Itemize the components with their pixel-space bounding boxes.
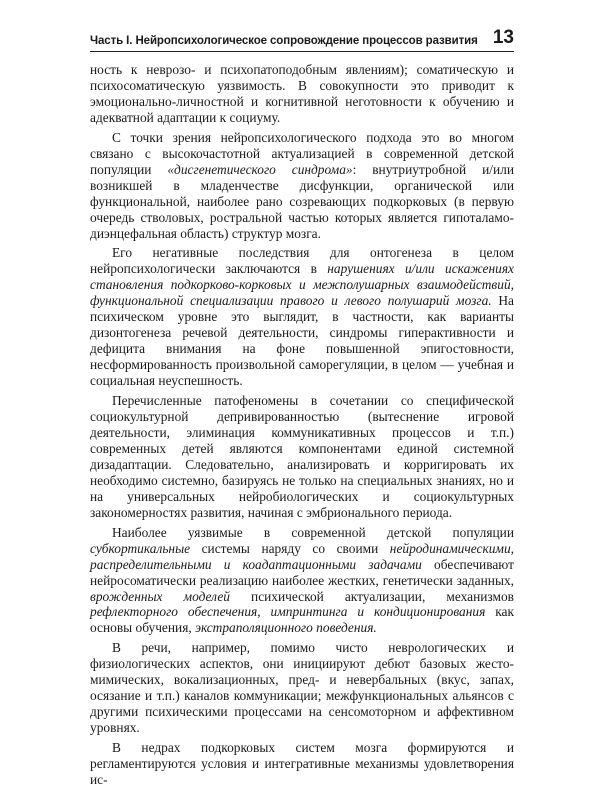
paragraph-3: Его негативные последствия для онтогенеза в целом нейропсихологически заключаются в нарушениях и/или искажениях становления подкорково-корковых и межполушарных взаимодействий, функциональной специализации правого и левого полушарий мозга. На психическом уровне это выглядит, в частности, как варианты дизонтогенеза речевой деятельности, синдромы гиперактивности и дефицита внимания на фоне повышенной эпигостовности, несформированность произвольной саморегуляции, в целом — учебная и социальная неуспешность. (90, 245, 514, 389)
paragraph-7: В недрах подкорковых систем мозга формируются и регламентируются условия и интегративные механизмы удовлетворения ис- (90, 740, 514, 787)
book-page (90, 28, 514, 792)
paragraph-6: В речи, например, помимо чисто неврологических и физиологических аспектов, они инициируют дебют базовых жесто-мимических, вокализационных, пред- и невербальных (вкус, запах, осязание и т.п.) каналов коммуникации; межфункциональных альянсов с другими психическими процессами на сенсомоторном и аффективном уровнях. (90, 640, 514, 736)
paragraph-1: ность к неврозо- и психопатоподобным явлениям); соматическую и психосоматическую уязвимость. В совокупности это приводит к эмоционально-личностной и когнитивной неготовности к обучению и адекватной адаптации к социуму. (90, 62, 514, 125)
paragraph-4: Перечисленные патофеномены в сочетании со специфической социокультурной депривированностью (вытеснение игровой деятельности, элиминация коммуникативных процессов и т.п.) современных детей являются компонентами единой системной дизадаптации. Следовательно, анализировать и корригировать их необходимо системно, базируясь не только на специальных знаниях, но и на универсальных нейробиологических и социокультурных закономерностях развития, начиная с эмбрионального периода. (90, 393, 514, 520)
running-header (90, 28, 514, 52)
body-text (90, 62, 514, 788)
paragraph-5: Наиболее уязвимые в современной детской популяции субкортикальные системы наряду со своими нейродинамическими, распределительными и коадаптационными задачами обеспечивают нейросоматически реализацию наиболее жестких, генетически заданных, врожденных моделей психической актуализации, механизмов рефлекторного обеспечения, импринтинга и кондиционирования как основы обучения, экстраполяционного поведения. (90, 524, 514, 636)
paragraph-2: С точки зрения нейропсихологического подхода это во многом связано с высокочастотной актуализацией в современной детской популяции «дисгенетического синдрома»: внутриутробной и/или возникшей в младенчестве дисфункции, органической или функциональной, наиболее рано созревающих подкорковых (в первую очередь стволовых, ростральной частью которых является гипоталамо-диэнцефальная область) структур мозга. (90, 129, 514, 241)
page-number: 13 (492, 27, 514, 48)
chapter-title: Часть I. Нейропсихологическое сопровождение процессов развития (90, 35, 478, 47)
